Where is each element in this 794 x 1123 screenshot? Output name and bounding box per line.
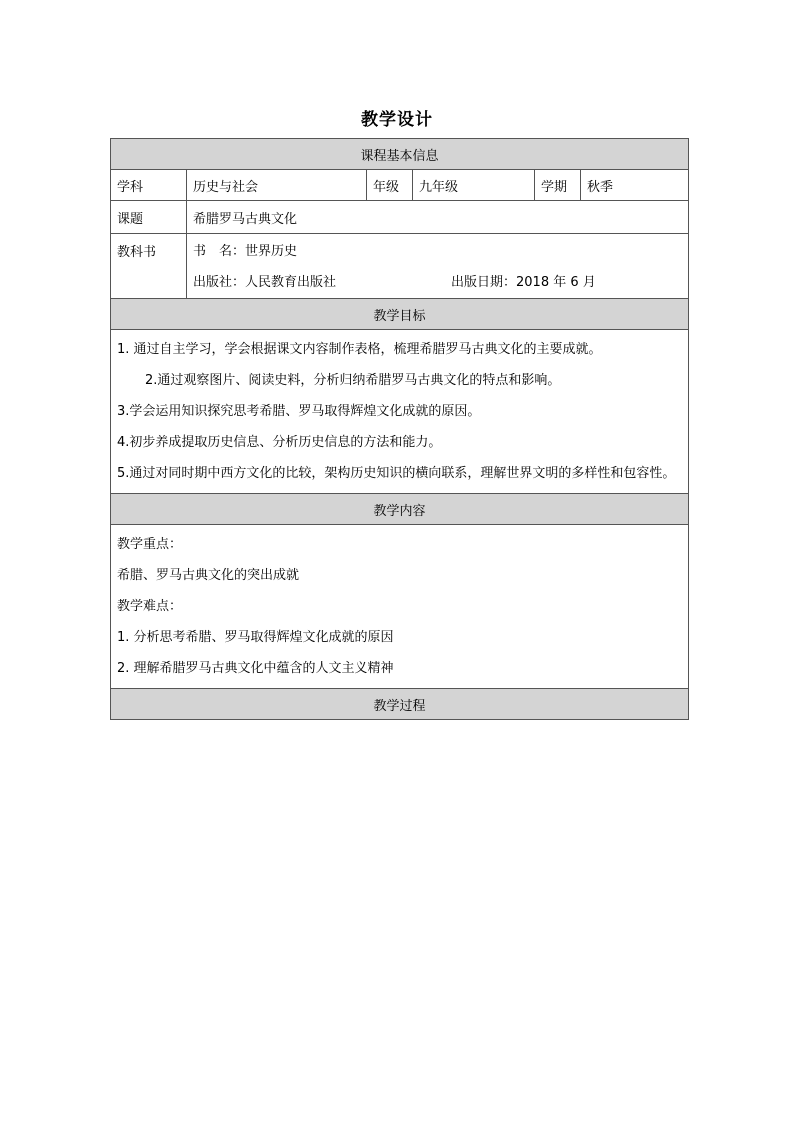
publisher: 出版社：人民教育出版社: [193, 275, 337, 290]
objective-item: 5.通过对同时期中西方文化的比较，架构历史知识的横向联系，理解世界文明的多样性和包容性。: [117, 466, 676, 481]
objective-item: 2.通过观察图片、阅读史料，分析归纳希腊罗马古典文化的特点和影响。: [145, 373, 561, 388]
section-header-objectives: 教学目标: [111, 299, 689, 330]
section-header-content: 教学内容: [111, 494, 689, 525]
objective-item: 3.学会运用知识探究思考希腊、罗马取得辉煌文化成就的原因。: [117, 404, 481, 419]
lesson-plan-table: [110, 138, 689, 720]
section-header-basic-info: 课程基本信息: [111, 139, 689, 170]
term-label: 学期: [535, 170, 581, 201]
difficulty-item: 2. 理解希腊罗马古典文化中蕴含的人文主义精神: [117, 661, 394, 676]
subject-value: 历史与社会: [187, 170, 367, 201]
publication-row: [193, 267, 682, 298]
term-value: 秋季: [581, 170, 689, 201]
book-name: 书 名：世界历史: [193, 244, 298, 259]
difficulty-item: 1. 分析思考希腊、罗马取得辉煌文化成就的原因: [117, 630, 394, 645]
content-list: [111, 525, 689, 689]
grade-label: 年级: [367, 170, 413, 201]
textbook-info: [187, 234, 689, 299]
publication-date: 出版日期：2018 年 6 月: [451, 275, 596, 290]
key-point-label: 教学重点：: [117, 537, 183, 552]
grade-value: 九年级: [413, 170, 535, 201]
section-header-process: 教学过程: [111, 689, 689, 720]
topic-label: 课题: [111, 201, 187, 234]
page-title: 教学设计: [361, 110, 433, 130]
subject-label: 学科: [111, 170, 187, 201]
difficulty-label: 教学难点：: [117, 599, 183, 614]
topic-value: 希腊罗马古典文化: [187, 201, 689, 234]
key-point-item: 希腊、罗马古典文化的突出成就: [117, 568, 300, 583]
objective-item: 4.初步养成提取历史信息、分析历史信息的方法和能力。: [117, 435, 442, 450]
objective-item: 1. 通过自主学习，学会根据课文内容制作表格，梳理希腊罗马古典文化的主要成就。: [117, 342, 602, 357]
textbook-label: 教科书: [111, 234, 187, 299]
objectives-list: [111, 330, 689, 494]
